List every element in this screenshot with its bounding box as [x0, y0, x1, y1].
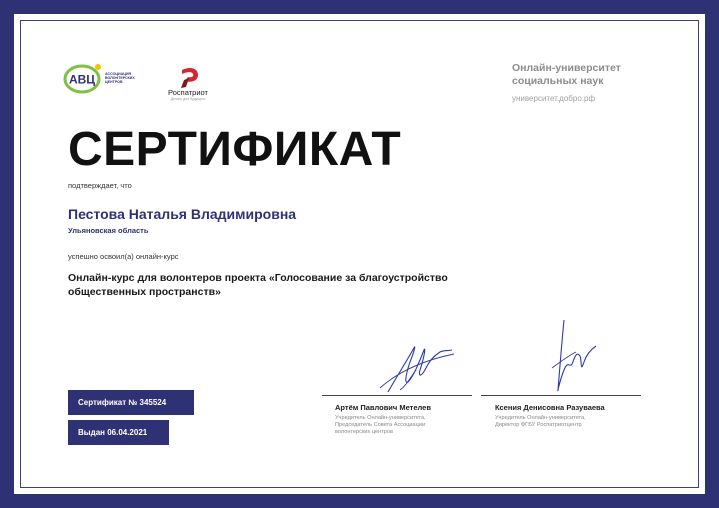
signatory-1-name: Артём Павлович Метелев	[335, 403, 431, 412]
university-block	[512, 62, 652, 103]
signatory-1-role-line2: Председатель Совета Ассоциации	[335, 422, 426, 428]
signature-1-line	[322, 395, 472, 396]
rospatriot-logo-name: Роспатриот	[168, 88, 208, 97]
signatory-1-role-line3: волонтерских центров	[335, 429, 393, 435]
signatory-1-role	[335, 415, 470, 436]
signatory-1-role-line1: Учредитель Онлайн-университета,	[335, 415, 426, 421]
university-name-line1: Онлайн-университет	[512, 62, 621, 74]
signatory-2-role	[495, 415, 645, 429]
signature-1-icon	[370, 330, 460, 400]
certificate-title: СЕРТИФИКАТ	[68, 123, 402, 176]
signatory-2-role-line2: Директор ФГБУ Роспатриотцентр	[495, 422, 582, 428]
issued-date-badge: Выдан 06.04.2021	[68, 420, 169, 445]
avc-logo-caption: АССОЦИАЦИЯ ВОЛОНТЕРСКИХ ЦЕНТРОВ	[105, 72, 135, 84]
university-name-line2: социальных наук	[512, 74, 604, 87]
completed-text: успешно освоил(а) онлайн-курс	[68, 252, 179, 261]
course-title-line2: общественных пространств»	[68, 286, 221, 298]
signatory-2-role-line1: Учредитель Онлайн-университета,	[495, 415, 586, 421]
signatory-1	[335, 403, 470, 436]
signatory-2	[495, 403, 645, 429]
university-site: университет.добро.рф	[512, 94, 596, 103]
signature-2-icon	[520, 310, 610, 400]
recipient-name: Пестова Наталья Владимировна	[68, 206, 297, 222]
signature-2-line	[481, 395, 641, 396]
course-title	[68, 271, 568, 299]
rospatriot-logo-tagline: Делать для будущего	[170, 97, 206, 101]
course-title-line1: Онлайн-курс для волонтеров проекта «Голосование за благоустройство	[68, 272, 448, 284]
confirms-text: подтверждает, что	[68, 181, 132, 190]
certificate-number-badge: Сертификат № 345524	[68, 390, 194, 415]
recipient-region: Ульяновская область	[68, 226, 149, 235]
avc-logo-abbr: АВЦ	[68, 72, 96, 87]
signatory-2-name: Ксения Денисовна Разуваева	[495, 403, 605, 412]
